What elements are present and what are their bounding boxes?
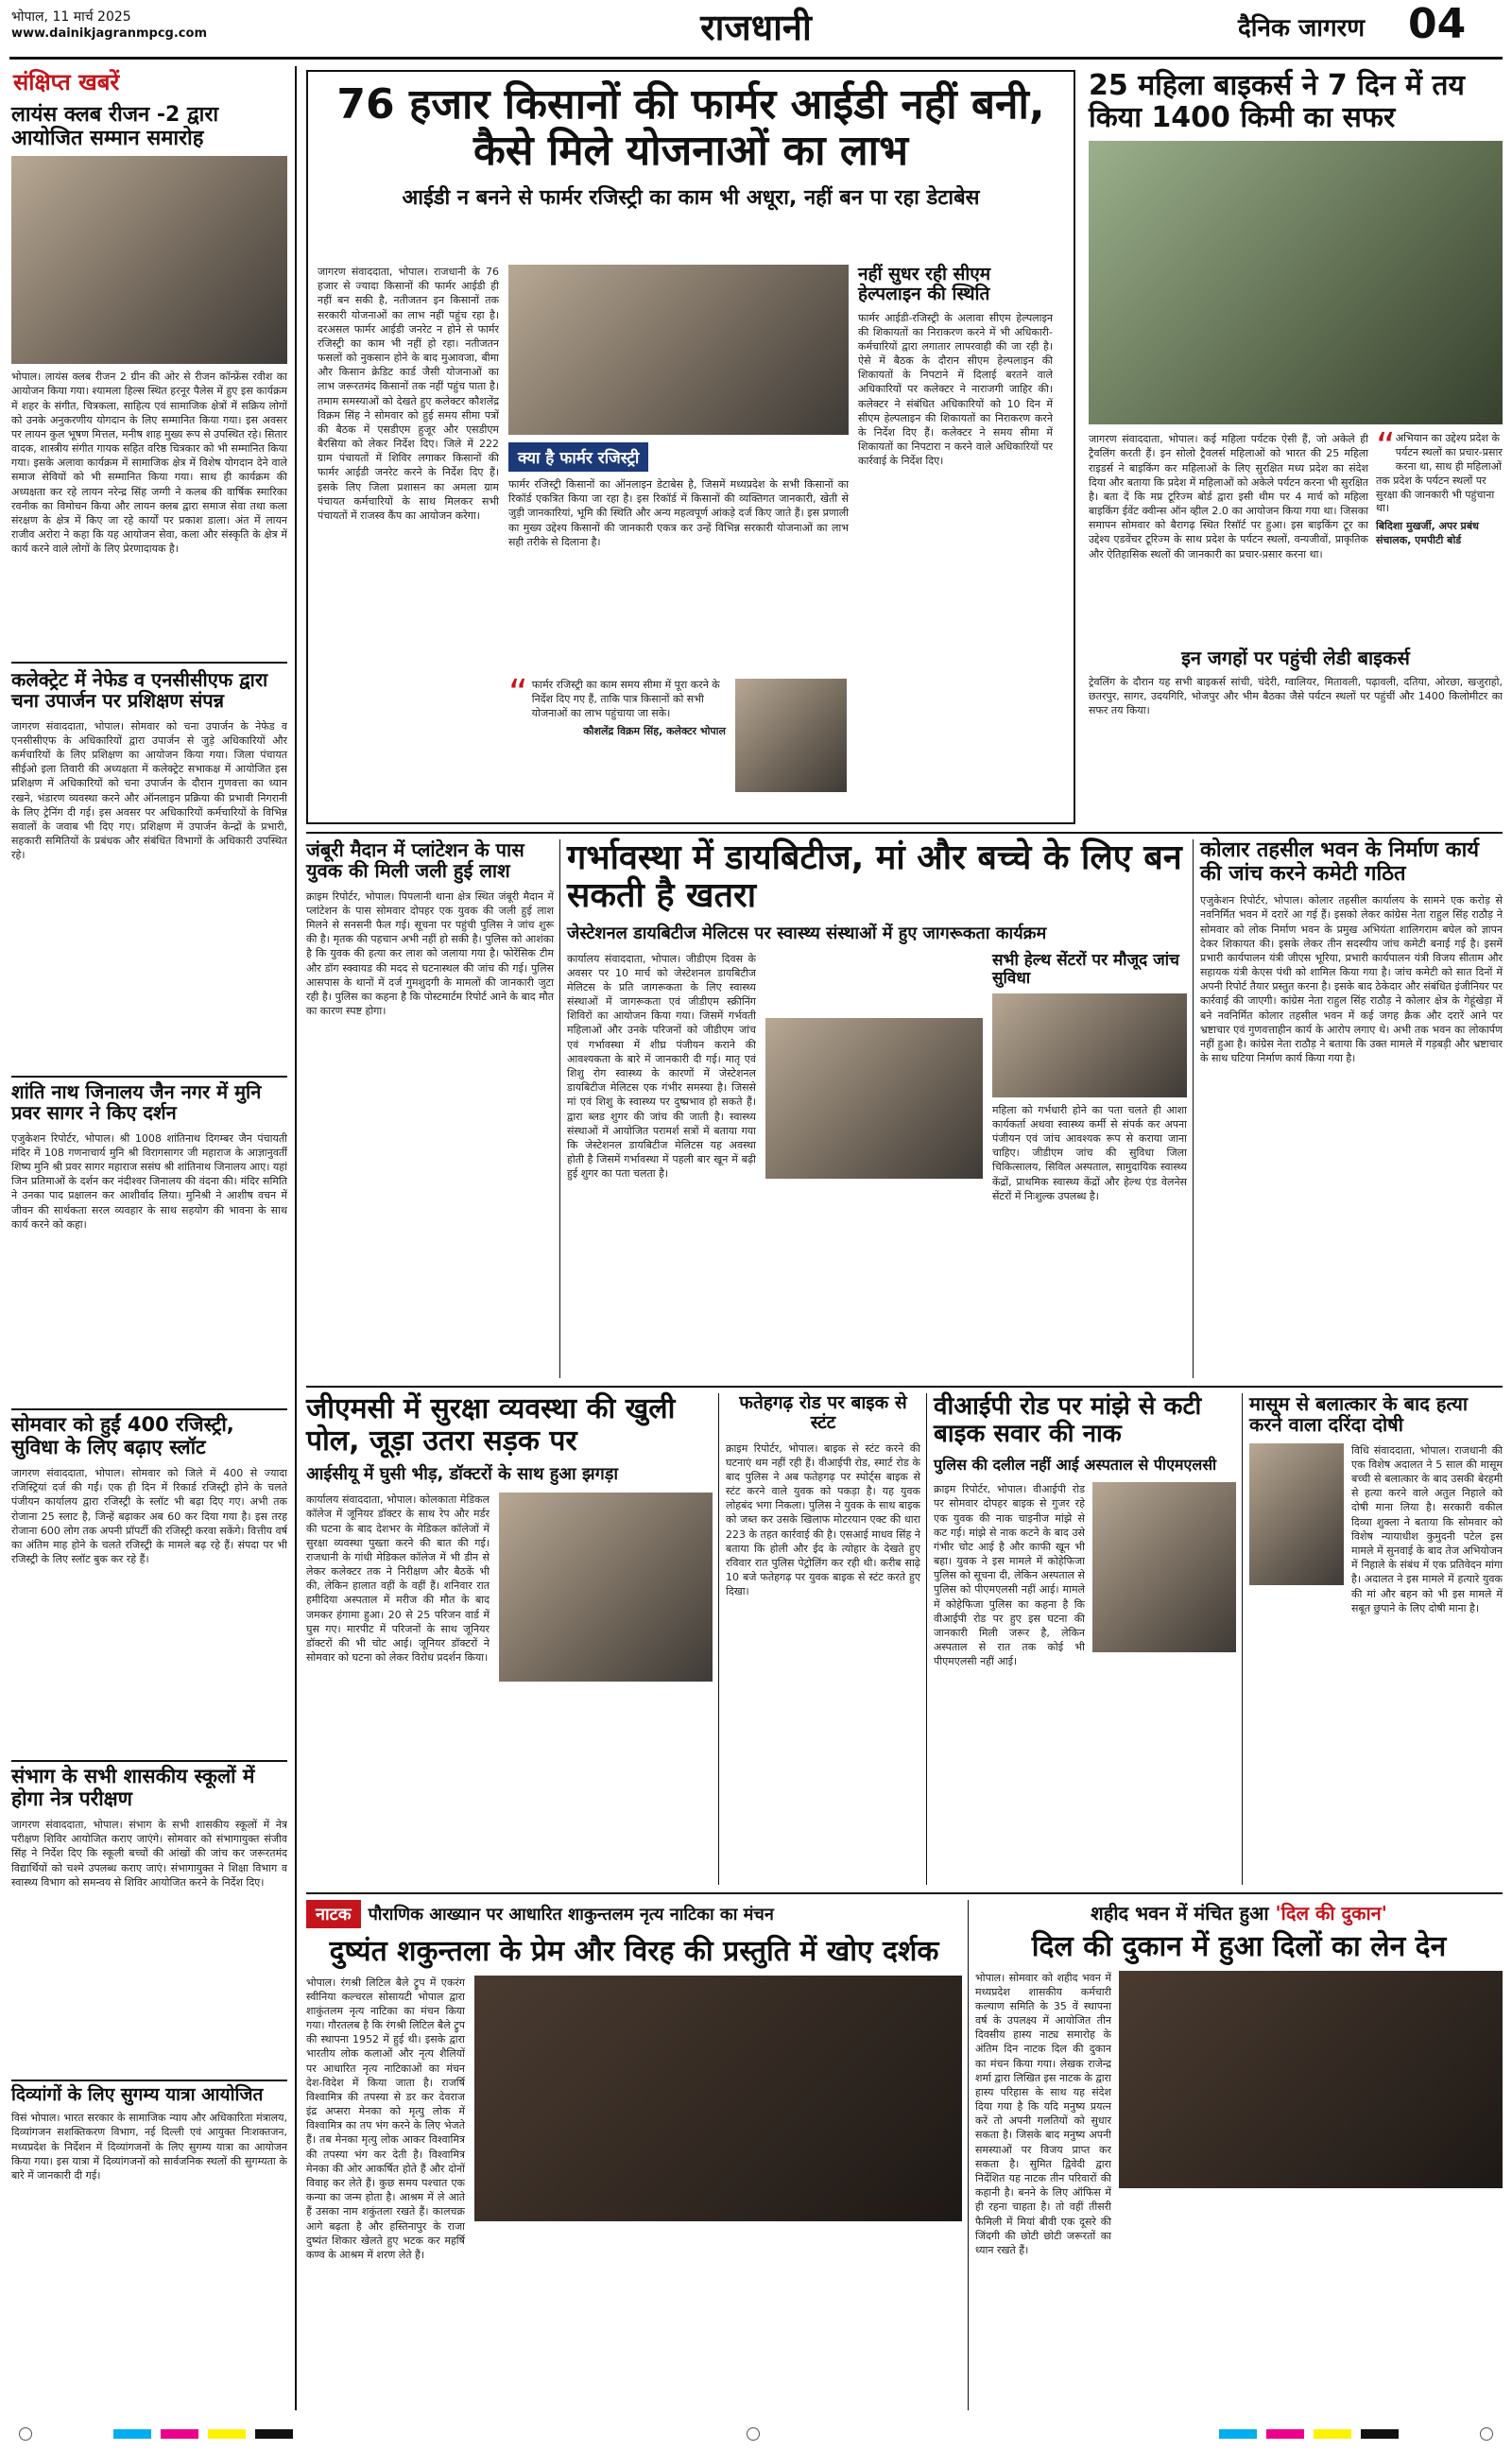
gmc-deck: आईसीयू में घुसी भीड़, डॉक्टरों के साथ हुआ झगड़ा	[306, 1464, 618, 1485]
registration-mark-icon	[19, 2427, 32, 2441]
farmer-body: जागरण संवाददाता, भोपाल। राजधानी के 76 हजार से ज्यादा किसानों की फार्मर आईडी ही नहीं बन सकी है, नतीजतन इन किसानों तक सरकारी योजनाओं का लाभ नहीं पहुंच रहा है। दरअसल फार्मर आईडी जनरेट न होने से फार्मर रजिस्ट्री का काम भी नहीं हो रहा। नतीजतन फसलों को नुकसान होने के बाद मुआवजा, बीमा और किसान क्रेडिट कार्ड जैसी योजनाओं का लाभ जरूरतमंद किसानों तक नहीं पहुंच पाता है। तमाम समस्याओं को देखते हुए कलेक्टर कौशलेंद्र विक्रम सिंह ने सोमवार को हुई समय सीमा पत्रों की बैठक में एसडीएम हुजूर और एसडीएम बैरसिया को लेकर निर्देश दिए। जिले में 222 ग्राम पंचायतों में शिविर लगाकर किसानों की फार्मर आईडी जनरेट करने के निर्देश दिए हैं। इसके लिए जिला प्रशासन का अमला ग्राम पंचायत कर्मचारियों के साथ मिलकर सभी पंचायतों में राजस्व कैंप का आयोजन करेगा।	[318, 266, 499, 522]
diabetes-body-cont	[765, 1188, 983, 1396]
cm-helpline-title: नहीं सुधर रही सीएम हेल्पलाइन की स्थिति	[858, 264, 991, 305]
farmer-callout-title: क्या है फार्मर रजिस्ट्री	[508, 442, 648, 472]
color-bar	[255, 2429, 293, 2439]
divider	[11, 2080, 287, 2081]
vip-photo	[1092, 1482, 1236, 1652]
divider	[11, 1076, 287, 1078]
page-number: 04	[1408, 0, 1467, 48]
natak-photo	[474, 1976, 962, 2221]
divider	[11, 1760, 287, 1762]
bikers-sub-body: ट्रेवलिंग के दौरान यह सभी बाइकर्स सांची, चंदेरी, ग्वालियर, मितावली, पढ़ावली, दतिया, ओरछा, खजुराहो, छतरपुर, सागर, उदयगिरि, भोजपुर और भीम बैठका जैसे पर्यटन स्थलों पर पहुंचीं और 1400 किलोमीटर का सफर तय किया।	[1089, 675, 1503, 716]
natak-article	[306, 1900, 962, 2401]
color-bar	[113, 2429, 151, 2439]
vip-headline: वीआईपी रोड पर मांझे से कटी बाइक सवार की नाक	[934, 1392, 1202, 1449]
natak-headline: दुष्यंत शकुन्तला के प्रेम और विरह की प्रस्तुति में खोए दर्शक	[329, 1935, 939, 1968]
cm-helpline-box	[858, 265, 1053, 813]
masoom-headline: मासूम से बलात्कार के बाद हत्या करने वाला दरिंदा दोषी	[1249, 1392, 1469, 1437]
lions-headline: लायंस क्लब रीजन -2 द्वारा आयोजित सम्मान समारोह	[11, 103, 219, 150]
color-bar	[1219, 2429, 1257, 2439]
bikers-body: जागरण संवाददाता, भोपाल। कई महिला पर्यटक ऐसी हैं, जो अकेले ही ट्रैवलिंग करती हैं। इन सोलो ट्रैवलर्स महिलाओं को भारत की 25 महिला राइडर्स ने बाइकिंग कर महिलाओं के लिए सुरक्षित मध्य प्रदेश का संदेश दिया और बताया कि प्रदेश में महिलाओं को अकेले पर्यटन करना भी सुरक्षित है। बता दें कि मप्र टूरिज्म बोर्ड द्वारा इसी थीम पर 4 मार्च को महिला बाइकिंग ईवेंट क्वीन्स ऑन व्हील 2.0 का आयोजन किया गया था। जिसका समापन सोमवार को बैरागढ़ स्थित रिसॉर्ट पर हुआ। इस बाइकिंग टूर का उद्देश्य एडवेंचर टूरिज्म के साथ प्रदेश के पर्यटन स्थलों, वन्यजीवों, प्राकृतिक और ऐतिहासिक स्थलों की जानकारी का प्रचार-प्रसार करना था।	[1089, 433, 1368, 561]
registry-headline: सोमवार को हुईं 400 रजिस्ट्री, सुविधा के लिए बढ़ाए स्लॉट	[11, 1413, 234, 1459]
bikers-article	[1089, 70, 1503, 741]
bikers-headline: 25 महिला बाइकर्स ने 7 दिन में तय किया 1400 किमी का सफर	[1089, 69, 1465, 134]
jambori-headline: जंबूरी मैदान में प्लांटेशन के पास युवक की मिली जली हुई लाश	[306, 838, 524, 883]
vip-article	[934, 1393, 1236, 1841]
dil-body: भोपाल। सोमवार को शहीद भवन में मध्यप्रदेश शासकीय कर्मचारी कल्याण समिति के 35 वें स्थापना वर्ष के उपलक्ष्य में आयोजित तीन दिवसीय हास्य नाट्य समारोह के अंतिम दिन नाटक दिल की दुकान का मंचन किया गया। लेखक राजेन्द्र शर्मा द्वारा लिखित इस नाटक के द्वारा हास्य परिहास के साथ यह संदेश दिया गया है कि यदि मनुष्य प्रयत्न करें तो अपनी गलतियों को सुधार सकता है। जिसके बाद मनुष्य अपनी समस्याओं पर विजय प्राप्त कर सकता है। सुमित द्विवेदी द्वारा निर्देशित यह नाटक तीन परिवारों की कहानी है। बनने के लिए ऑफिस में ही रहना चाहता है। तो वहीं तीसरी फैमिली में मियां बीवी एक दूसरे की जिंदगी की छोटी छोटी जरूरतों का ध्यान रखते हैं।	[975, 1971, 1111, 2256]
farmer-quote	[508, 672, 726, 738]
natak-label: नाटक	[306, 1900, 361, 1928]
fatehgarh-article	[726, 1393, 920, 1886]
bikers-quote-text: अभियान का उद्देश्य प्रदेश के पर्यटन स्थलों का प्रचार-प्रसार करना था, साथ ही महिलाओं तक प्रदेश के पर्यटन स्थलों पर सुरक्षा की जानकारी भी पहुंचाना था।	[1376, 432, 1503, 515]
farmer-quote-by: कौशलेंद्र विक्रम सिंह, कलेक्टर भोपाल	[583, 724, 726, 737]
collector-article	[11, 669, 287, 1069]
registration-mark-icon	[747, 2427, 760, 2441]
color-bar	[1314, 2429, 1351, 2439]
dil-photo	[1119, 1971, 1503, 2188]
color-bar	[208, 2429, 246, 2439]
dil-kicker-pre: शहीद भवन में मंचित हुआ	[1091, 1902, 1269, 1925]
farmer-meeting-photo	[508, 265, 849, 435]
divider	[11, 662, 287, 664]
farmer-callout	[508, 442, 849, 811]
schools-headline: संभाग के सभी शासकीय स्कूलों में होगा नेत्र परीक्षण	[11, 1765, 255, 1810]
registry-body: जागरण संवाददाता, भोपाल। सोमवार को जिले में 400 से ज्यादा रजिस्ट्रियां दर्ज की गईं। एक ही दिन में रिकार्ड रजिस्ट्री होने के चलते पंजीयन कार्यालय द्वारा रजिस्ट्री के स्लॉट भी बढ़ा दिए गए। अभी तक रोजाना 25 स्लाट है, जिन्हें बढ़ाकर अब 60 कर दिया गया है। इस तरह रोजाना 600 लोग तक अपनी प्रॉपर्टी की रजिस्ट्री करवा सकेंगे। वित्तीय वर्ष का अंतिम माह होने के चलते रजिस्ट्री के मामले बढ़ रहे हैं। संपदा पर भी रजिस्ट्री के लिए स्लॉट बुक कर रहे हैं।	[11, 1467, 287, 1566]
dil-body-cont	[1119, 2198, 1503, 2396]
farmer-article	[306, 70, 1075, 824]
divider	[306, 1386, 1503, 1388]
col-rule	[718, 1393, 719, 1885]
kolar-article	[1200, 839, 1503, 1356]
diabetes-side-box	[992, 952, 1187, 1396]
diabetes-headline: गर्भावस्था में डायबिटीज, मां और बच्चे के लिए बन सकती है खतरा	[567, 838, 1182, 916]
bikers-quote	[1376, 425, 1503, 548]
divider	[11, 1408, 287, 1410]
farmer-headline: 76 हजार किसानों की फार्मर आईडी नहीं बनी, कैसे मिले योजनाओं का लाभ	[336, 80, 1045, 176]
registration-strip	[0, 2420, 1512, 2448]
col-rule	[1242, 1393, 1243, 1885]
brief-label: संक्षिप्त खबरें	[13, 69, 120, 95]
collector-photo	[735, 679, 847, 792]
collector-headline: कलेक्ट्रेट में नेफेड व एनसीसीएफ द्वारा चना उपार्जन पर प्रशिक्षण संपन्न	[11, 668, 268, 713]
farmer-deck: आईडी न बनने से फार्मर रजिस्ट्री का काम भी अधूरा, नहीं बन पा रहा डेटाबेस	[402, 185, 980, 210]
divyang-article	[11, 2085, 287, 2355]
paper-name: दैनिक जागरण	[1238, 14, 1366, 43]
bikers-photo	[1089, 141, 1503, 424]
masthead	[0, 0, 1512, 64]
lions-photo	[11, 156, 287, 364]
col-rule	[968, 1900, 969, 2410]
dil-kicker-hl: 'दिल की दुकान'	[1275, 1902, 1387, 1925]
vip-deck: पुलिस की दलील नहीं आई अस्पताल से पीएमएलसी	[934, 1456, 1217, 1475]
masoom-body: विधि संवाददाता, भोपाल। राजधानी की एक विशेष अदालत ने 5 साल की मासूम बच्ची से बलात्कार के बाद उसकी बेरहमी से हत्या करने वाले अतुल निहाले को दोषी माना लिया है। सरकारी वकील दिव्या शुक्ला ने बताया कि सोमवार को विशेष न्यायाधीश कुमुदनी पटेल इस मामले में सुनवाई के बाद तेज अभियोजन में निहाले के संबंध में एक प्रतिवेदन मांगा है। अदालत ने इस मामले में हत्यारे युवक की मां और बहन को भी इस मामले में सबूत छुपाने के लिए दोषी माना है।	[1351, 1443, 1503, 1614]
dil-headline: दिल की दुकान में हुआ दिलों का लेन देन	[1031, 1930, 1447, 1963]
left-col-rule	[295, 66, 297, 2410]
divyang-body: विसं भोपाल। भारत सरकार के सामाजिक न्याय और अधिकारिता मंत्रालय, दिव्यांगजन सशक्तिकरण विभाग, नई दिल्ली एवं आयुक्त निःशक्तजन, मध्यप्रदेश के निर्देशन में दिव्यांगजनों के लिए सुगम्य यात्रा का आयोजन किया गया। इस यात्रा में दिव्यांगजनों को सार्वजनिक स्थलों की सुगम्यता के बारे में जानकारी दी गई।	[11, 2112, 287, 2182]
quote-mark-icon: “	[1376, 425, 1396, 470]
col-rule	[559, 839, 560, 1378]
collector-body: जागरण संवाददाता, भोपाल। सोमवार को चना उपार्जन के नेफेड व एनसीसीएफ के अधिकारियों द्वारा उपार्जन से जुड़े अधिकारियों और कर्मचारियों के लिए प्रशिक्षण का आयोजन किया गया। जिला पंचायत सीईओ इला तिवारी की अध्यक्षता में कलेक्ट्रेट सभाकक्ष में आयोजित इस प्रशिक्षण में अधिकारियों को चना उपार्जन के दौरान गुणवत्ता का ध्यान रखने, भंडारण व्यवस्था करने और ऑनलाइन प्रक्रिया की प्रभावी निगरानी के लिए ट्रेनिंग दी गई। इस अवसर पर अधिकारियों कर्मचारियों के विभिन्न सवालों के जवाब भी दिए गए। प्रशिक्षण में उपार्जन केन्द्रों के प्रभारी, सहकारी समितियों के प्रबंधक और संबंधित विभागों के अधिकारी उपस्थित रहे।	[11, 719, 287, 862]
gmc-photo	[499, 1493, 713, 1682]
dil-kicker	[975, 1900, 1503, 1925]
gmc-headline: जीएमसी में सुरक्षा व्यवस्था की खुली पोल, जूड़ा उतरा सड़क पर	[306, 1392, 676, 1458]
natak-body-cont	[474, 2231, 962, 2401]
col-rule	[926, 1393, 927, 1885]
jain-headline: शांति नाथ जिनालय जैन नगर में मुनि प्रवर सागर ने किए दर्शन	[11, 1080, 262, 1125]
diabetes-deck: जेस्टेशनल डायबिटीज मेलिटस पर स्वास्थ्य संस्थाओं में हुए जागरूकता कार्यक्रम	[567, 923, 1047, 943]
farmer-quote-text: फार्मर रजिस्ट्री का काम समय सीमा में पूरा करने के निर्देश दिए गए हैं, ताकि पात्र किसानों को सभी योजनाओं का लाभ पहुंचाया जा सके।	[531, 679, 720, 719]
farmer-callout-body: फार्मर रजिस्ट्री किसानों का ऑनलाइन डेटाबेस है, जिसमें मध्यप्रदेश के सभी किसानों का रिकॉर्ड एकत्रित किया जा रहा है। इस रिकॉर्ड में किसानों की व्यक्तिगत जानकारी, खेती से जुड़ी जानकारियां, भूमि की स्थिति और अन्य महत्वपूर्ण आंकड़े दर्ज किए जाते हैं। इस प्रणाली का मुख्य उद्देश्य किसानों की जानकारी एकत्र कर उन्हें विभिन्न सरकारी योजनाओं का लाभ सही तरीके से दिलाना है।	[508, 478, 849, 548]
divyang-headline: दिव्यांगों के लिए सुगम्य यात्रा आयोजित	[11, 2084, 264, 2105]
bikers-sub-title: इन जगहों पर पहुंची लेडी बाइकर्स	[1181, 647, 1410, 670]
color-bar	[161, 2429, 198, 2439]
diabetes-side-photo	[992, 993, 1187, 1097]
diabetes-photo	[765, 1018, 983, 1179]
registration-mark-icon	[1480, 2427, 1493, 2441]
gmc-article	[306, 1393, 713, 1842]
col-rule	[1193, 839, 1194, 1378]
natak-body: भोपाल। रंगश्री लिटिल बैले ट्रुप में एकरंग स्वीनिया कल्चरल सोसायटी भोपाल द्वारा शाकुंतलम नृत्य नाटिका का मंचन किया गया। गौरतलब है कि रंगश्री लिटिल बैले ट्रुप की स्थापना 1952 में हुई थी। इसके द्वारा भारतीय लोक कलाओं और नृत्य शैलियों पर आधारित नृत्य नाटिकाओं का मंचन देश-विदेश में किया जाता है। राजर्षि विश्वामित्र की तपस्या से डर कर देवराज इंद्र अप्सरा मेनका को मृत्यु लोक में विश्वामित्र का तप भंग करने के लिए भेजते हैं। तब मेनका मृत्यु लोक आकर विश्वामित्र की तपस्या भंग कर देती है। विश्वामित्र मेनका की ओर आकर्षित होते हैं और दोनों विवाह कर लेते हैं। कुछ समय पश्चात एक कन्या का जन्म होता है। आश्रम में ले आते हैं उसका नाम शकुंतला रखते हैं। कालचक्र आगे बढ़ता है और हस्तिनापुर के राजा दुष्यंत शिकार खेलते हुए भटक कर महर्षि कण्व के आश्रम में शरण लेते हैं।	[306, 1976, 465, 2261]
dil-article	[975, 1900, 1503, 2396]
diabetes-side-body: महिला को गर्भधारी होने का पता चलते ही आशा कार्यकर्ता अथवा स्वास्थ्य कर्मी से संपर्क कर अपना पंजीयन एवं जांच आवश्यक रूप से कराया जाना चाहिए। जीडीएम जांच की सुविधा जिला चिकित्सालय, सिविल अस्पताल, सामुदायिक स्वास्थ्य केंद्रों, प्राथमिक स्वास्थ्य केंद्रों और हेल्थ एंड वेलनेस सेंटरों में निःशुल्क उपलब्ध है।	[992, 1103, 1187, 1202]
divider	[306, 832, 1503, 834]
fatehgarh-body: क्राइम रिपोर्टर, भोपाल। बाइक से स्टंट करने की घटनाएं थम नहीं रही हैं। वीआईपी रोड, स्मार्ट रोड के बाद पुलिस ने अब फतेहगढ़ पर स्पोर्ट्स बाइक से स्टंट करने वाले युवक को पकड़ा है। यह युवक लोहबंद भगा निकला। पुलिस ने युवक के साथ बाइक को जब्त कर उसके खिलाफ मोटरयान एक्ट की धारा 223 के तहत कार्रवाई की है। एसआई माधव सिंह ने बताया कि होली और ईद के त्योहार के देखते हुए रविवार रात पुलिस पेट्रोलिंग कर रही थी। करीब साढ़े 10 बजे फतेहगढ़ पर युवक बाइक से स्टंट करते हुए दिखा।	[726, 1441, 920, 1598]
masthead-rule	[9, 57, 1503, 60]
section-title: राजधानी	[700, 7, 812, 48]
diabetes-side-title: सभी हेल्थ सेंटरों पर मौजूद जांच सुविधा	[992, 950, 1179, 988]
fatehgarh-headline: फतेहगढ़ रोड पर बाइक से स्टंट	[739, 1392, 907, 1434]
date-line: भोपाल, 11 मार्च 2025	[11, 9, 131, 25]
diabetes-body: कार्यालय संवाददाता, भोपाल। जीडीएम दिवस के अवसर पर 10 मार्च को जेस्टेशनल डायबिटीज मेलिटस के प्रति जागरूकता के लिए स्वास्थ्य संस्थाओं में जागरूकता एवं जीडीएम स्क्रीनिंग शिविरों का आयोजन किया गया। जिसमें गर्भवती महिलाओं और उनके परिजनों को जीडीएम जांच एवं गर्भावस्था में शीघ्र पंजीयन कराने की आवश्यकता के बारे में जानकारी दी गई। मातृ एवं शिशु रोग स्वास्थ्य के कारणों में जेस्टेशनल डायबिटीज मेलिटस एक गंभीर समस्या है। जिससे मां एवं शिशु के स्वास्थ्य पर दुष्प्रभाव हो सकते हैं। द्वारा ब्लड शुगर की जांच की जाती है। स्वास्थ्य संस्थाओं में आयोजित परामर्श सत्रों में बताया गया कि जेस्टेशनल डायबिटीज मेलिटस यह अवस्था होती है जिसमें गर्भावस्था में पहली बार खून में बढ़ी हुई शुगर का पता चलता है।	[567, 952, 756, 1181]
kolar-headline: कोलार तहसील भवन के निर्माण कार्य की जांच करने कमेटी गठित	[1200, 838, 1480, 886]
lions-body: भोपाल। लायंस क्लब रीजन 2 ग्रीन की ओर से रीजन कॉन्फ्रेंस रवीश का आयोजन किया गया। श्यामला हिल्स स्थित हरनूर पैलेस में हुए इस कार्यक्रम में शहर के संगीत, चित्रकला, साहित्य एवं सामाजिक क्षेत्रों में सक्रिय लोगों को उनके अनुकरणीय योगदान के लिए सम्मानित किया गया। इस अवसर पर लायन कुल भूषण मित्तल, मनीष शाह मुख्य रूप से उपस्थित रहे। सितार वादक, शास्त्रीय संगीत गायक सहित वरिष्ठ चित्रकार को भी सम्मानित किया गया। इसके अलावा कार्यक्रम में सामाजिक क्षेत्र में विशेष योगदान देने वाले समाज सेवियों को भी सम्मानित किया गया। साथ ही कार्यक्रम की अध्यक्षता कर रहे लायन नरेन्द्र सिंह जग्गी ने कलब की वार्षिक स्मारिका रवनीक का विमोचन किया और लायन क्लब द्वारा समाज सेवा तथा कला संरक्षण के क्षेत्र में किए जा रहे कार्यों पर प्रकाश डाला। अंत में लायन राजीव अरोरा ने कहा कि यह आयोजन सेवा, कला और संस्कृति के क्षेत्र में कार्य करने वाले लोगों के लिए प्रेरणादायक है।	[11, 371, 287, 556]
registry-article	[11, 1414, 287, 1750]
divider	[306, 1892, 1503, 1894]
color-bar	[1361, 2429, 1399, 2439]
jain-article	[11, 1081, 287, 1406]
gmc-body: कार्यालय संवाददाता, भोपाल। कोलकाता मेडिकल कॉलेज में जूनियर डॉक्टर के साथ रेप और मर्डर की घटना के बाद देशभर के मेडिकल कॉलेजों में सुरक्षा व्यवस्था पुख्ता करने की बात की गई। राजधानी के गांधी मेडिकल कॉलेज में भी डीन से लेकर कलेक्टर तक ने निरीक्षण और बैठकें भी की, लेकिन हालात वहीं के वहीं हैं। शनिवार रात हमीदिया अस्पताल में मरीज की मौत के बाद जमकर हंगामा हुआ। 20 से 25 परिजन वार्ड में घुस गए। मारपीट में परिजनों के साथ जूनियर डॉक्टरों की भी चोट आई। जूनियर डॉक्टरों ने सोमवार को घटना को लेकर विरोध प्रदर्शन किया।	[306, 1493, 490, 1665]
schools-body: जागरण संवाददाता, भोपाल। संभाग के सभी शासकीय स्कूलों में नेत्र परीक्षण शिविर आयोजित कराए जाएंगे। सोमवार को संभागायुक्त संजीव सिंह ने निर्देश दिए कि स्कूली बच्चों की आंखों की जांच कर जरूरतमंद विद्यार्थियों को चश्मे उपलब्ध कराए जाएं। संभागायुक्त ने शिक्षा विभाग व स्वास्थ्य विभाग को समन्वय से शिविर आयोजित करने के निर्देश दिए।	[11, 1819, 287, 1889]
jain-body: एजुकेशन रिपोर्टर, भोपाल। श्री 1008 शांतिनाथ दिगम्बर जैन पंचायती मंदिर में 108 गणनाचार्य मुनि श्री विरागसागर जी महाराज के आज्ञानुवर्ती शिष्य मुनि श्री प्रवर सागर महाराज ससंघ श्री शांतिनाथ जिनालय आए। यहां जिन प्रतिमाओं के दर्शन कर नंदीश्वर जिनालय की वंदना की। मंदिर समिति ने उनका पाद प्रक्षालन कर आशीर्वाद लिया। मुनिश्री ने आशीष वचन में जीवन की सार्थकता सरल व्यवहार के साथ सहयोग की भावना के साथ कार्य करने को कहा।	[11, 1131, 287, 1231]
vip-body: क्राइम रिपोर्टर, भोपाल। वीआईपी रोड पर सोमवार दोपहर बाइक से गुजर रहे एक युवक की नाक चाइनीज मांझे से कट गई। मांझे से नाक कटने के बाद उसे गंभीर चोट आई है और काफी खून भी बहा। युवक ने इस मामले में कोहेफिजा पुलिस को सूचना दी, लेकिन अस्पताल से पुलिस को पीएमएलसी नहीं आई। मामले में कोहेफिजा पुलिस का कहना है कि वीआईपी रोड पर हुए इस घटना की जानकारी मिली जरूर है, लेकिन अस्पताल से रात तक कोई भी पीएमएलसी नहीं आई।	[934, 1483, 1085, 1668]
natak-kicker: पौराणिक आख्यान पर आधारित शाकुन्तलम नृत्य नाटिका का मंचन	[368, 1905, 774, 1925]
jambori-article	[306, 839, 554, 1362]
kolar-body: एजुकेशन रिपोर्टर, भोपाल। कोलार तहसील कार्यालय के सामने एक करोड़ से नवनिर्मित भवन में दरारें आ गई हैं। इसको लेकर कांग्रेस नेता राहुल सिंह राठौड़ ने सोमवार को लोक निर्माण भवन के प्रमुख अभियंता शालिगराम बघेल को ज्ञापन देकर शिकायत की। इसके लेकर तीन सदस्यीय जांच कमेटी बनाई गई है। इसमें प्रभारी कार्यपालन यंत्री जीएस भूरिया, प्रभारी कार्यपालन यंत्री विजय सीताम और सहायक यंत्री केएस पंथी को शामिल किया गया है। जांच कमेटी को सात दिनों में अपनी रिपोर्ट तैयार प्रस्तुत करना है। इसके बाद ठेकेदार और संबंधित इंजीनियर पर कार्रवाई की जाएगी। कांग्रेस नेता राहुल सिंह राठौड़ ने कोलार क्षेत्र के गेहूंखेड़ा में बने नवनिर्मित कोलार तहसील भवन में कई जगह क्रैक और दरारें आने पर भ्रष्टाचार एवं गुणवत्ताहीन कार्य के आरोप लगाए थे। अभी तक भवन का लोकार्पण नहीं हुआ है। कांग्रेस नेता राठौड़ ने बताया कि उक्त मामले में गड़बड़ी और भ्रष्टाचार के साथ घटिया निर्माण कार्य किया गया है।	[1200, 894, 1503, 1065]
masoom-photo	[1249, 1443, 1344, 1585]
cm-helpline-body: फार्मर आईडी-रजिस्ट्री के अलावा सीएम हेल्पलाइन की शिकायतों का निराकरण करने में भी अधिकारी-कर्मचारियों द्वारा लगातार लापरवाही की जा रही है। ऐसे में बैठक के दौरान सीएम हेल्पलाइन की शिकायतों के निपटाने में दिलाई बरतने वाले अधिकारियों पर कलेक्टर ने नाराजगी जाहिर की। कलेक्टर ने संबंधित अधिकारियों को 10 दिन में सीएम हेल्पलाइन की शिकायतों का निराकरण करने के निर्देश दिए हैं। कलेक्टर ने समय सीमा में शिकायतों का निपटारा न करने वाले अधिकारियों पर कार्रवाई के निर्देश दिए।	[858, 311, 1053, 468]
color-bar	[1266, 2429, 1304, 2439]
lions-article	[11, 104, 287, 697]
website: www.dainikjagranmpcg.com	[11, 26, 207, 41]
schools-article	[11, 1766, 287, 2073]
quote-mark-icon: “	[508, 672, 528, 716]
bikers-quote-by: बिदिशा मुखर्जी, अपर प्रबंध संचालक, एमपीटी बोर्ड	[1376, 520, 1479, 547]
masoom-article	[1249, 1393, 1503, 1859]
jambori-body: क्राइम रिपोर्टर, भोपाल। पिपलानी थाना क्षेत्र स्थित जंबूरी मैदान में प्लांटेशन के पास सोमवार दोपहर एक युवक की जली हुई लाश मिलने से सनसनी फैल गई। सूचना पर पहुंची पुलिस ने जांच शुरू की है। मृतक की पहचान अभी नहीं हो सकी है। पुलिस को आशंका है कि युवक की हत्या कर लाश को जलाया गया है। फोरेंसिक टीम और डॉग स्क्वायड की मदद से घटनास्थल की जांच की गई। पुलिस आसपास के थानों में दर्ज गुमशुदगी के मामलों की जानकारी जुटा रही है। पुलिस का कहना है कि पोस्टमार्टम रिपोर्ट आने के बाद मौत का कारण स्पष्ट होगा।	[306, 889, 554, 1018]
diabetes-article	[567, 839, 1187, 1396]
